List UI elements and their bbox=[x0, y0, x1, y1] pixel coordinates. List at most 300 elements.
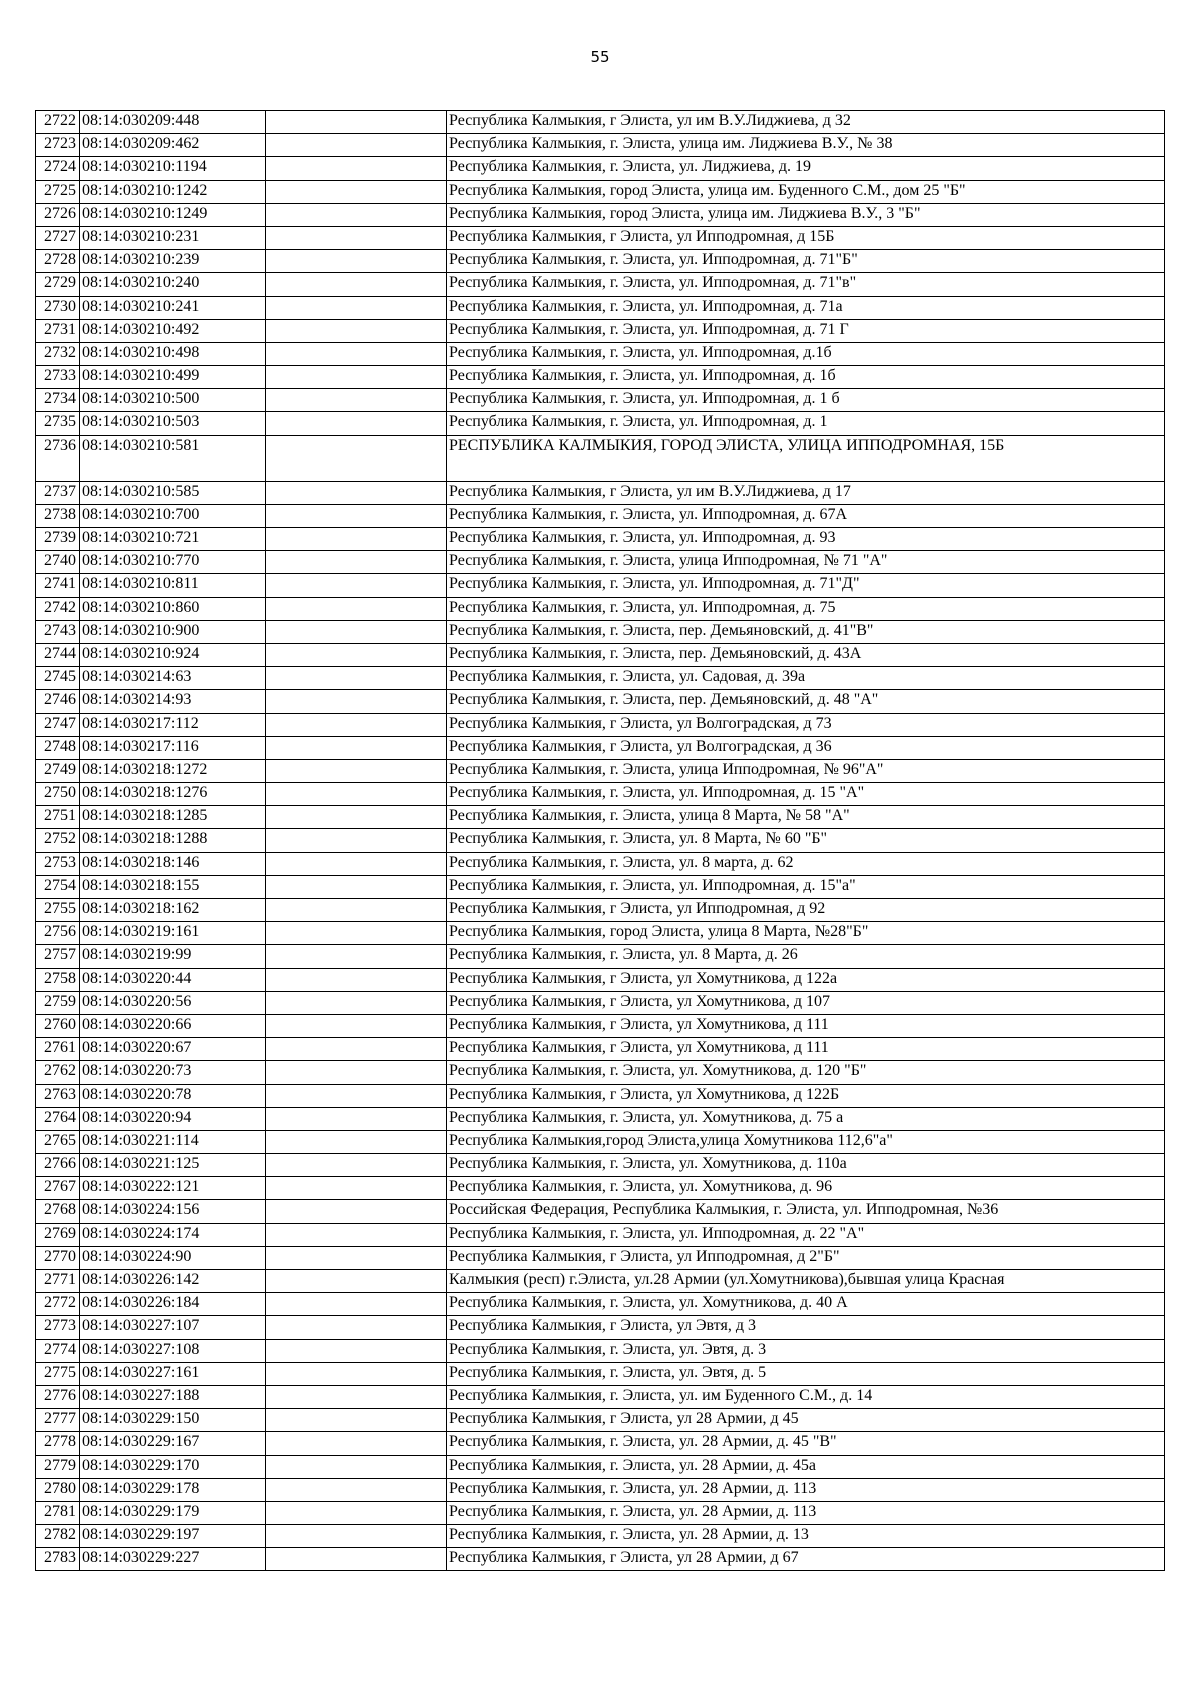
table-row bbox=[36, 922, 1165, 945]
address-cell: Республика Калмыкия, г Элиста, ул Хомутникова, д 107 bbox=[447, 991, 1165, 1014]
address-cell: Республика Калмыкия, г. Элиста, ул. Хомутникова, д. 96 bbox=[447, 1177, 1165, 1200]
empty-cell bbox=[266, 1177, 447, 1200]
cadastral-number-cell: 08:14:030218:162 bbox=[80, 899, 266, 922]
address-cell: Республика Калмыкия, г. Элиста, ул. Ипподромная, д. 67А bbox=[447, 504, 1165, 527]
empty-cell bbox=[266, 852, 447, 875]
table-row bbox=[36, 1154, 1165, 1177]
table-row bbox=[36, 759, 1165, 782]
row-number-cell: 2758 bbox=[36, 968, 80, 991]
cadastral-number-cell: 08:14:030218:1285 bbox=[80, 806, 266, 829]
cadastral-number-cell: 08:14:030218:1272 bbox=[80, 759, 266, 782]
empty-cell bbox=[266, 1246, 447, 1269]
table-row bbox=[36, 945, 1165, 968]
address-cell: Республика Калмыкия, г Элиста, ул Ипподромная, д 92 bbox=[447, 899, 1165, 922]
cadastral-number-cell: 08:14:030222:121 bbox=[80, 1177, 266, 1200]
row-number-cell: 2757 bbox=[36, 945, 80, 968]
empty-cell bbox=[266, 1014, 447, 1037]
row-number-cell: 2724 bbox=[36, 157, 80, 180]
row-number-cell: 2752 bbox=[36, 829, 80, 852]
row-number-cell: 2751 bbox=[36, 806, 80, 829]
empty-cell bbox=[266, 1362, 447, 1385]
address-cell: Республика Калмыкия, г. Элиста, ул. 28 Армии, д. 13 bbox=[447, 1525, 1165, 1548]
address-cell: Республика Калмыкия, г Элиста, ул 28 Армии, д 45 bbox=[447, 1409, 1165, 1432]
address-cell: Республика Калмыкия, г. Элиста, ул. 8 Марта, № 60 "Б" bbox=[447, 829, 1165, 852]
row-number-cell: 2781 bbox=[36, 1501, 80, 1524]
row-number-cell: 2738 bbox=[36, 504, 80, 527]
cadastral-number-cell: 08:14:030210:492 bbox=[80, 319, 266, 342]
address-cell: Республика Калмыкия, г. Элиста, ул. Ипподромная, д. 71"Б" bbox=[447, 250, 1165, 273]
cadastral-number-cell: 08:14:030220:66 bbox=[80, 1014, 266, 1037]
empty-cell bbox=[266, 1432, 447, 1455]
address-cell: Республика Калмыкия, г. Элиста, пер. Демьяновский, д. 41"В" bbox=[447, 620, 1165, 643]
row-number-cell: 2764 bbox=[36, 1107, 80, 1130]
table-row bbox=[36, 991, 1165, 1014]
row-number-cell: 2755 bbox=[36, 899, 80, 922]
row-number-cell: 2772 bbox=[36, 1293, 80, 1316]
address-cell: Республика Калмыкия, г. Элиста, улица Ипподромная, № 96"А" bbox=[447, 759, 1165, 782]
table-row bbox=[36, 574, 1165, 597]
empty-cell bbox=[266, 1316, 447, 1339]
empty-cell bbox=[266, 875, 447, 898]
cadastral-number-cell: 08:14:030229:227 bbox=[80, 1548, 266, 1571]
row-number-cell: 2769 bbox=[36, 1223, 80, 1246]
empty-cell bbox=[266, 991, 447, 1014]
table-row bbox=[36, 667, 1165, 690]
empty-cell bbox=[266, 157, 447, 180]
table-row bbox=[36, 968, 1165, 991]
row-number-cell: 2768 bbox=[36, 1200, 80, 1223]
row-number-cell: 2740 bbox=[36, 551, 80, 574]
cadastral-number-cell: 08:14:030209:448 bbox=[80, 111, 266, 134]
table-row bbox=[36, 783, 1165, 806]
address-cell: Республика Калмыкия, г. Элиста, ул. Ипподромная, д. 1б bbox=[447, 366, 1165, 389]
empty-cell bbox=[266, 1084, 447, 1107]
table-row bbox=[36, 226, 1165, 249]
row-number-cell: 2782 bbox=[36, 1525, 80, 1548]
empty-cell bbox=[266, 690, 447, 713]
row-number-cell: 2744 bbox=[36, 643, 80, 666]
table-row bbox=[36, 504, 1165, 527]
empty-cell bbox=[266, 759, 447, 782]
empty-cell bbox=[266, 1501, 447, 1524]
cadastral-number-cell: 08:14:030229:150 bbox=[80, 1409, 266, 1432]
empty-cell bbox=[266, 1200, 447, 1223]
address-cell: Республика Калмыкия, г. Элиста, ул. Ипподромная, д. 93 bbox=[447, 528, 1165, 551]
empty-cell bbox=[266, 226, 447, 249]
table-row bbox=[36, 435, 1165, 481]
row-number-cell: 2753 bbox=[36, 852, 80, 875]
table-row bbox=[36, 528, 1165, 551]
row-number-cell: 2731 bbox=[36, 319, 80, 342]
empty-cell bbox=[266, 829, 447, 852]
empty-cell bbox=[266, 481, 447, 504]
empty-cell bbox=[266, 366, 447, 389]
address-cell: Республика Калмыкия, г. Элиста, ул. Хомутникова, д. 40 А bbox=[447, 1293, 1165, 1316]
empty-cell bbox=[266, 180, 447, 203]
cadastral-number-cell: 08:14:030210:503 bbox=[80, 412, 266, 435]
address-cell: Республика Калмыкия, г. Элиста, улица 8 Марта, № 58 "А" bbox=[447, 806, 1165, 829]
table-row bbox=[36, 273, 1165, 296]
row-number-cell: 2756 bbox=[36, 922, 80, 945]
empty-cell bbox=[266, 597, 447, 620]
empty-cell bbox=[266, 713, 447, 736]
address-cell: Республика Калмыкия, г. Элиста, улица Ипподромная, № 71 "А" bbox=[447, 551, 1165, 574]
row-number-cell: 2727 bbox=[36, 226, 80, 249]
table-row bbox=[36, 1223, 1165, 1246]
cadastral-number-cell: 08:14:030227:161 bbox=[80, 1362, 266, 1385]
cadastral-number-cell: 08:14:030210:924 bbox=[80, 643, 266, 666]
cadastral-number-cell: 08:14:030229:167 bbox=[80, 1432, 266, 1455]
cadastral-number-cell: 08:14:030221:114 bbox=[80, 1130, 266, 1153]
address-cell: Калмыкия (респ) г.Элиста, ул.28 Армии (ул.Хомутникова),бывшая улица Красная bbox=[447, 1270, 1165, 1293]
address-cell: Республика Калмыкия, г Элиста, ул им В.У.Лиджиева, д 17 bbox=[447, 481, 1165, 504]
empty-cell bbox=[266, 620, 447, 643]
cadastral-number-cell: 08:14:030214:93 bbox=[80, 690, 266, 713]
row-number-cell: 2739 bbox=[36, 528, 80, 551]
row-number-cell: 2728 bbox=[36, 250, 80, 273]
empty-cell bbox=[266, 1385, 447, 1408]
empty-cell bbox=[266, 412, 447, 435]
empty-cell bbox=[266, 250, 447, 273]
table-row bbox=[36, 389, 1165, 412]
row-number-cell: 2766 bbox=[36, 1154, 80, 1177]
address-cell: Республика Калмыкия, г. Элиста, ул. Хомутникова, д. 75 а bbox=[447, 1107, 1165, 1130]
row-number-cell: 2749 bbox=[36, 759, 80, 782]
table-row bbox=[36, 1246, 1165, 1269]
empty-cell bbox=[266, 1038, 447, 1061]
address-cell: Республика Калмыкия, г. Элиста, ул. Эвтя, д. 3 bbox=[447, 1339, 1165, 1362]
address-cell: Республика Калмыкия, г. Элиста, ул. Ипподромная, д. 71"Д" bbox=[447, 574, 1165, 597]
cadastral-number-cell: 08:14:030210:239 bbox=[80, 250, 266, 273]
table-row bbox=[36, 1038, 1165, 1061]
row-number-cell: 2736 bbox=[36, 435, 80, 481]
cadastral-number-cell: 08:14:030210:499 bbox=[80, 366, 266, 389]
cadastral-number-cell: 08:14:030220:56 bbox=[80, 991, 266, 1014]
empty-cell bbox=[266, 1107, 447, 1130]
empty-cell bbox=[266, 528, 447, 551]
empty-cell bbox=[266, 945, 447, 968]
address-cell: Республика Калмыкия, г Элиста, ул 28 Армии, д 67 bbox=[447, 1548, 1165, 1571]
row-number-cell: 2745 bbox=[36, 667, 80, 690]
empty-cell bbox=[266, 111, 447, 134]
table-row bbox=[36, 551, 1165, 574]
table-row bbox=[36, 806, 1165, 829]
cadastral-number-cell: 08:14:030210:700 bbox=[80, 504, 266, 527]
empty-cell bbox=[266, 922, 447, 945]
cadastral-number-cell: 08:14:030224:174 bbox=[80, 1223, 266, 1246]
table-row bbox=[36, 342, 1165, 365]
empty-cell bbox=[266, 1270, 447, 1293]
address-cell: Республика Калмыкия, г. Элиста, ул. Ипподромная, д. 1 bbox=[447, 412, 1165, 435]
table-row bbox=[36, 1107, 1165, 1130]
table-row bbox=[36, 690, 1165, 713]
empty-cell bbox=[266, 968, 447, 991]
row-number-cell: 2774 bbox=[36, 1339, 80, 1362]
empty-cell bbox=[266, 319, 447, 342]
table-row bbox=[36, 1501, 1165, 1524]
table-row bbox=[36, 296, 1165, 319]
row-number-cell: 2730 bbox=[36, 296, 80, 319]
row-number-cell: 2741 bbox=[36, 574, 80, 597]
table-row bbox=[36, 620, 1165, 643]
address-cell: Республика Калмыкия, г. Элиста, ул. Хомутникова, д. 110а bbox=[447, 1154, 1165, 1177]
cadastral-number-cell: 08:14:030210:1249 bbox=[80, 203, 266, 226]
row-number-cell: 2770 bbox=[36, 1246, 80, 1269]
address-cell: Республика Калмыкия, г. Элиста, ул. 28 Армии, д. 113 bbox=[447, 1478, 1165, 1501]
row-number-cell: 2750 bbox=[36, 783, 80, 806]
cadastral-number-cell: 08:14:030210:240 bbox=[80, 273, 266, 296]
table-row bbox=[36, 412, 1165, 435]
table-row bbox=[36, 1525, 1165, 1548]
cadastral-number-cell: 08:14:030218:146 bbox=[80, 852, 266, 875]
cadastral-number-cell: 08:14:030210:860 bbox=[80, 597, 266, 620]
row-number-cell: 2776 bbox=[36, 1385, 80, 1408]
empty-cell bbox=[266, 736, 447, 759]
empty-cell bbox=[266, 1548, 447, 1571]
cadastral-number-cell: 08:14:030224:90 bbox=[80, 1246, 266, 1269]
address-cell: Республика Калмыкия, г. Элиста, ул. Эвтя, д. 5 bbox=[447, 1362, 1165, 1385]
empty-cell bbox=[266, 1455, 447, 1478]
empty-cell bbox=[266, 273, 447, 296]
table-row bbox=[36, 1270, 1165, 1293]
cadastral-number-cell: 08:14:030210:1242 bbox=[80, 180, 266, 203]
empty-cell bbox=[266, 1154, 447, 1177]
cadastral-number-cell: 08:14:030219:161 bbox=[80, 922, 266, 945]
address-cell: Республика Калмыкия, г. Элиста, ул. 28 Армии, д. 45а bbox=[447, 1455, 1165, 1478]
table-row bbox=[36, 1200, 1165, 1223]
cadastral-number-cell: 08:14:030219:99 bbox=[80, 945, 266, 968]
cadastral-number-cell: 08:14:030220:44 bbox=[80, 968, 266, 991]
row-number-cell: 2762 bbox=[36, 1061, 80, 1084]
cadastral-number-cell: 08:14:030214:63 bbox=[80, 667, 266, 690]
row-number-cell: 2765 bbox=[36, 1130, 80, 1153]
address-cell: Республика Калмыкия, г. Элиста, улица им. Лиджиева В.У., № 38 bbox=[447, 134, 1165, 157]
table-row bbox=[36, 180, 1165, 203]
cadastral-number-cell: 08:14:030224:156 bbox=[80, 1200, 266, 1223]
table-row bbox=[36, 1362, 1165, 1385]
table-row bbox=[36, 1385, 1165, 1408]
table-row bbox=[36, 852, 1165, 875]
cadastral-number-cell: 08:14:030218:1288 bbox=[80, 829, 266, 852]
empty-cell bbox=[266, 203, 447, 226]
cadastral-number-cell: 08:14:030220:73 bbox=[80, 1061, 266, 1084]
cadastral-number-cell: 08:14:030229:197 bbox=[80, 1525, 266, 1548]
row-number-cell: 2723 bbox=[36, 134, 80, 157]
table-row bbox=[36, 1061, 1165, 1084]
cadastral-number-cell: 08:14:030210:231 bbox=[80, 226, 266, 249]
cadastral-number-cell: 08:14:030227:108 bbox=[80, 1339, 266, 1362]
address-cell: Республика Калмыкия, г. Элиста, ул. 28 Армии, д. 113 bbox=[447, 1501, 1165, 1524]
row-number-cell: 2754 bbox=[36, 875, 80, 898]
address-cell: РЕСПУБЛИКА КАЛМЫКИЯ, ГОРОД ЭЛИСТА, УЛИЦА ИППОДРОМНАЯ, 15Б bbox=[447, 435, 1165, 481]
empty-cell bbox=[266, 1339, 447, 1362]
empty-cell bbox=[266, 667, 447, 690]
row-number-cell: 2729 bbox=[36, 273, 80, 296]
address-cell: Российская Федерация, Республика Калмыкия, г. Элиста, ул. Ипподромная, №36 bbox=[447, 1200, 1165, 1223]
table-row bbox=[36, 250, 1165, 273]
table-row bbox=[36, 899, 1165, 922]
table-row bbox=[36, 1177, 1165, 1200]
empty-cell bbox=[266, 1525, 447, 1548]
table-row bbox=[36, 366, 1165, 389]
row-number-cell: 2778 bbox=[36, 1432, 80, 1455]
cadastral-number-cell: 08:14:030229:170 bbox=[80, 1455, 266, 1478]
row-number-cell: 2767 bbox=[36, 1177, 80, 1200]
table-row bbox=[36, 1316, 1165, 1339]
address-cell: Республика Калмыкия, г Элиста, ул Хомутникова, д 111 bbox=[447, 1014, 1165, 1037]
empty-cell bbox=[266, 1223, 447, 1246]
cadastral-number-cell: 08:14:030217:112 bbox=[80, 713, 266, 736]
address-cell: Республика Калмыкия, г Элиста, ул Ипподромная, д 2"Б" bbox=[447, 1246, 1165, 1269]
table-row bbox=[36, 736, 1165, 759]
registry-table bbox=[35, 110, 1165, 1571]
cadastral-number-cell: 08:14:030210:585 bbox=[80, 481, 266, 504]
address-cell: Республика Калмыкия, г. Элиста, ул. Хомутникова, д. 120 "Б" bbox=[447, 1061, 1165, 1084]
cadastral-number-cell: 08:14:030229:179 bbox=[80, 1501, 266, 1524]
cadastral-number-cell: 08:14:030210:498 bbox=[80, 342, 266, 365]
address-cell: Республика Калмыкия, г. Элиста, ул. Садовая, д. 39а bbox=[447, 667, 1165, 690]
address-cell: Республика Калмыкия, г Элиста, ул Хомутникова, д 122а bbox=[447, 968, 1165, 991]
table-row bbox=[36, 1293, 1165, 1316]
row-number-cell: 2725 bbox=[36, 180, 80, 203]
table-row bbox=[36, 643, 1165, 666]
cadastral-number-cell: 08:14:030226:142 bbox=[80, 1270, 266, 1293]
cadastral-number-cell: 08:14:030210:811 bbox=[80, 574, 266, 597]
empty-cell bbox=[266, 1293, 447, 1316]
table-row bbox=[36, 1478, 1165, 1501]
table-row bbox=[36, 1548, 1165, 1571]
cadastral-number-cell: 08:14:030227:107 bbox=[80, 1316, 266, 1339]
row-number-cell: 2737 bbox=[36, 481, 80, 504]
address-cell: Республика Калмыкия, г. Элиста, ул. 8 Марта, д. 26 bbox=[447, 945, 1165, 968]
row-number-cell: 2746 bbox=[36, 690, 80, 713]
empty-cell bbox=[266, 342, 447, 365]
address-cell: Республика Калмыкия, г Элиста, ул им В.У.Лиджиева, д 32 bbox=[447, 111, 1165, 134]
row-number-cell: 2748 bbox=[36, 736, 80, 759]
empty-cell bbox=[266, 296, 447, 319]
cadastral-number-cell: 08:14:030210:721 bbox=[80, 528, 266, 551]
cadastral-number-cell: 08:14:030217:116 bbox=[80, 736, 266, 759]
address-cell: Республика Калмыкия, г. Элиста, ул. Ипподромная, д. 1 б bbox=[447, 389, 1165, 412]
table-row bbox=[36, 319, 1165, 342]
empty-cell bbox=[266, 643, 447, 666]
row-number-cell: 2747 bbox=[36, 713, 80, 736]
address-cell: Республика Калмыкия, город Элиста, улица 8 Марта, №28"Б" bbox=[447, 922, 1165, 945]
row-number-cell: 2732 bbox=[36, 342, 80, 365]
cadastral-number-cell: 08:14:030227:188 bbox=[80, 1385, 266, 1408]
address-cell: Республика Калмыкия, г Элиста, ул Эвтя, д 3 bbox=[447, 1316, 1165, 1339]
row-number-cell: 2722 bbox=[36, 111, 80, 134]
page-number: 55 bbox=[590, 48, 610, 66]
row-number-cell: 2763 bbox=[36, 1084, 80, 1107]
table-row bbox=[36, 1084, 1165, 1107]
table-row bbox=[36, 134, 1165, 157]
row-number-cell: 2779 bbox=[36, 1455, 80, 1478]
cadastral-number-cell: 08:14:030210:1194 bbox=[80, 157, 266, 180]
address-cell: Республика Калмыкия, г. Элиста, ул. им Буденного С.М., д. 14 bbox=[447, 1385, 1165, 1408]
address-cell: Республика Калмыкия, г. Элиста, ул. Ипподромная, д. 15 "А" bbox=[447, 783, 1165, 806]
row-number-cell: 2734 bbox=[36, 389, 80, 412]
address-cell: Республика Калмыкия, город Элиста, улица им. Буденного С.М., дом 25 "Б" bbox=[447, 180, 1165, 203]
empty-cell bbox=[266, 806, 447, 829]
table-row bbox=[36, 1455, 1165, 1478]
row-number-cell: 2771 bbox=[36, 1270, 80, 1293]
address-cell: Республика Калмыкия, г Элиста, ул Ипподромная, д 15Б bbox=[447, 226, 1165, 249]
address-cell: Республика Калмыкия, г. Элиста, пер. Демьяновский, д. 48 "А" bbox=[447, 690, 1165, 713]
table-row bbox=[36, 875, 1165, 898]
table-row bbox=[36, 713, 1165, 736]
empty-cell bbox=[266, 574, 447, 597]
empty-cell bbox=[266, 1061, 447, 1084]
cadastral-number-cell: 08:14:030229:178 bbox=[80, 1478, 266, 1501]
empty-cell bbox=[266, 134, 447, 157]
address-cell: Республика Калмыкия, г. Элиста, ул. 28 Армии, д. 45 "В" bbox=[447, 1432, 1165, 1455]
cadastral-number-cell: 08:14:030218:1276 bbox=[80, 783, 266, 806]
empty-cell bbox=[266, 899, 447, 922]
table-row bbox=[36, 111, 1165, 134]
row-number-cell: 2735 bbox=[36, 412, 80, 435]
table-row bbox=[36, 1014, 1165, 1037]
address-cell: Республика Калмыкия, г. Элиста, ул. Ипподромная, д. 22 "А" bbox=[447, 1223, 1165, 1246]
address-cell: Республика Калмыкия, г. Элиста, пер. Демьяновский, д. 43А bbox=[447, 643, 1165, 666]
row-number-cell: 2759 bbox=[36, 991, 80, 1014]
address-cell: Республика Калмыкия, г. Элиста, ул. Ипподромная, д. 71"в" bbox=[447, 273, 1165, 296]
row-number-cell: 2780 bbox=[36, 1478, 80, 1501]
row-number-cell: 2775 bbox=[36, 1362, 80, 1385]
cadastral-number-cell: 08:14:030210:581 bbox=[80, 435, 266, 481]
row-number-cell: 2783 bbox=[36, 1548, 80, 1571]
empty-cell bbox=[266, 1478, 447, 1501]
table-row bbox=[36, 481, 1165, 504]
address-cell: Республика Калмыкия, г. Элиста, ул. Ипподромная, д. 71 Г bbox=[447, 319, 1165, 342]
table-row bbox=[36, 1339, 1165, 1362]
row-number-cell: 2726 bbox=[36, 203, 80, 226]
row-number-cell: 2773 bbox=[36, 1316, 80, 1339]
empty-cell bbox=[266, 551, 447, 574]
row-number-cell: 2761 bbox=[36, 1038, 80, 1061]
row-number-cell: 2760 bbox=[36, 1014, 80, 1037]
address-cell: Республика Калмыкия, г. Элиста, ул. Ипподромная, д.1б bbox=[447, 342, 1165, 365]
table-row bbox=[36, 1409, 1165, 1432]
empty-cell bbox=[266, 504, 447, 527]
cadastral-number-cell: 08:14:030226:184 bbox=[80, 1293, 266, 1316]
cadastral-number-cell: 08:14:030210:500 bbox=[80, 389, 266, 412]
table-row bbox=[36, 1130, 1165, 1153]
address-cell: Республика Калмыкия, г Элиста, ул Хомутникова, д 111 bbox=[447, 1038, 1165, 1061]
cadastral-number-cell: 08:14:030220:94 bbox=[80, 1107, 266, 1130]
cadastral-number-cell: 08:14:030210:900 bbox=[80, 620, 266, 643]
row-number-cell: 2733 bbox=[36, 366, 80, 389]
address-cell: Республика Калмыкия,город Элиста,улица Хомутникова 112,6"а" bbox=[447, 1130, 1165, 1153]
empty-cell bbox=[266, 435, 447, 481]
address-cell: Республика Калмыкия, г. Элиста, ул. Ипподромная, д. 15"а" bbox=[447, 875, 1165, 898]
cadastral-number-cell: 08:14:030209:462 bbox=[80, 134, 266, 157]
address-cell: Республика Калмыкия, г. Элиста, ул. Лиджиева, д. 19 bbox=[447, 157, 1165, 180]
cadastral-number-cell: 08:14:030220:78 bbox=[80, 1084, 266, 1107]
table-row bbox=[36, 203, 1165, 226]
address-cell: Республика Калмыкия, г. Элиста, ул. Ипподромная, д. 75 bbox=[447, 597, 1165, 620]
row-number-cell: 2742 bbox=[36, 597, 80, 620]
table-row bbox=[36, 1432, 1165, 1455]
cadastral-number-cell: 08:14:030210:241 bbox=[80, 296, 266, 319]
address-cell: Республика Калмыкия, г Элиста, ул Хомутникова, д 122Б bbox=[447, 1084, 1165, 1107]
empty-cell bbox=[266, 1409, 447, 1432]
table-row bbox=[36, 597, 1165, 620]
registry-table-body bbox=[36, 111, 1165, 1571]
address-cell: Республика Калмыкия, город Элиста, улица им. Лиджиева В.У., 3 "Б" bbox=[447, 203, 1165, 226]
row-number-cell: 2743 bbox=[36, 620, 80, 643]
address-cell: Республика Калмыкия, г. Элиста, ул. 8 марта, д. 62 bbox=[447, 852, 1165, 875]
